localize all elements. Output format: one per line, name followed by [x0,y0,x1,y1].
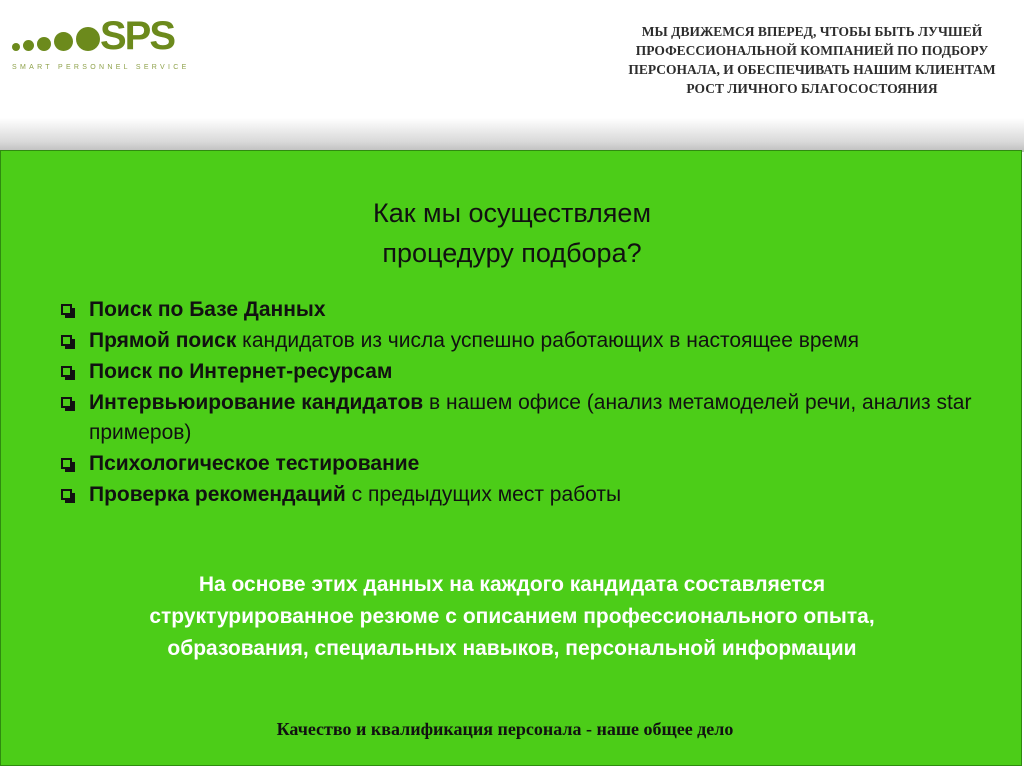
checkbox-bullet-icon [61,397,72,408]
list-item-bold: Психологическое тестирование [89,452,420,475]
list-item [59,357,979,387]
list-item-bold: Поиск по Интернет-ресурсам [89,360,393,383]
summary-line: образования, специальных навыков, персональной информации [167,637,857,660]
footer-slogan: Качество и квалификация персонала - наше общее дело [276,719,734,739]
logo-dot-icon [23,40,34,51]
logo-subtitle: SMART PERSONNEL SERVICE [12,64,190,71]
logo-dot-icon [12,43,20,51]
checkbox-bullet-icon [61,304,72,315]
summary-line: На основе этих данных на каждого кандидата составляется [198,573,826,596]
checkbox-bullet-icon [61,458,72,469]
list-item [59,295,979,325]
list-item-bold: Прямой поиск [89,329,237,352]
checkbox-bullet-icon [61,489,72,500]
list-item-bold: Поиск по Базе Данных [89,298,326,321]
summary-text [41,569,983,665]
mission-statement: МЫ ДВИЖЕМСЯ ВПЕРЕД, ЧТОБЫ БЫТЬ ЛУЧШЕЙ ПРОФЕССИОНАЛЬНОЙ КОМПАНИЕЙ ПО ПОДБОРУ ПЕРСОНАЛА, И ОБЕСПЕЧИВАТЬ НАШИМ КЛИЕНТАМ РОСТ ЛИЧНОГО БЛАГОСОСТОЯНИЯ [628,24,996,96]
selection-steps-list [59,295,979,511]
list-item [59,388,979,448]
logo-dot-icon [37,37,51,51]
header-divider [0,118,1024,152]
list-item-text: в нашем офисе (анализ метамоделей речи, анализ star примеров) [89,391,972,444]
logo-dot-icon [76,27,100,51]
list-item-bold: Проверка рекомендаций [89,483,346,506]
logo-mark: SPS [100,14,175,58]
sps-logo [12,14,202,78]
summary-line: структурированное резюме с описанием профессионального опыта, [149,605,875,628]
list-item-text: с предыдущих мест работы [345,483,622,506]
slide-title-line: процедуру подбора? [382,238,642,268]
checkbox-bullet-icon [61,366,72,377]
logo-dot-icon [54,32,73,51]
list-item-bold: Интервьюирование кандидатов [89,391,424,414]
list-item-text: кандидатов из числа успешно работающих в настоящее время [236,329,860,352]
list-item [59,326,979,356]
list-item [59,480,979,510]
list-item [59,449,979,479]
content-panel [0,150,1022,766]
slide-title-line: Как мы осуществляем [372,198,651,228]
slide-title [1,193,1023,273]
checkbox-bullet-icon [61,335,72,346]
